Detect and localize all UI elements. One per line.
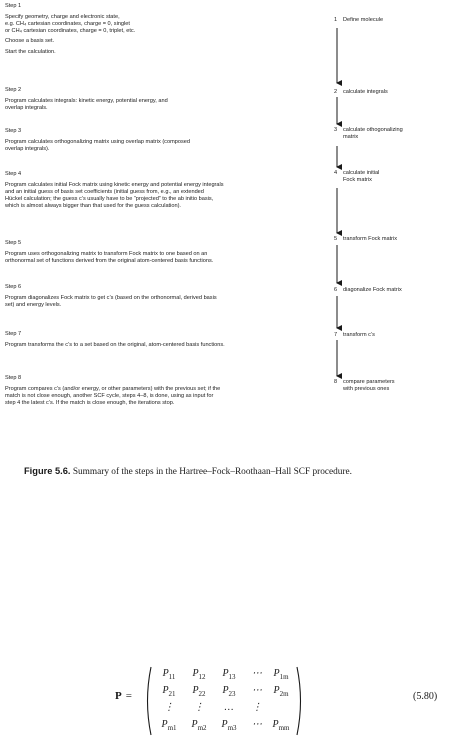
equation-5-80	[115, 662, 454, 744]
step-text: Hückel calculation; the guess c’s usually have to be “projected” to the ab initio basis,	[5, 196, 214, 203]
summary-number: 2	[334, 89, 338, 95]
summary-number: 6	[334, 287, 338, 293]
matrix-entry: ⋯	[252, 719, 262, 730]
matrix-entry: ⋮	[164, 702, 174, 713]
summary-label: transform Fock matrix	[343, 236, 398, 242]
step-title: Step 6	[5, 284, 22, 290]
matrix-entry: $P_{m2}$	[191, 719, 207, 732]
matrix-entry: $P_{22}$	[192, 685, 206, 698]
summary-number: 3	[334, 127, 338, 133]
step-title: Step 8	[5, 375, 22, 381]
left-parenthesis	[144, 666, 152, 736]
step-text: Program uses orthogonalizing matrix to transform Fock matrix to one based on an	[5, 250, 208, 257]
step-4	[5, 171, 335, 211]
summary-number: 5	[334, 236, 338, 242]
summary-item-3	[334, 127, 452, 140]
matrix-entry: ⋮	[252, 702, 262, 713]
flow-arrows	[334, 0, 452, 420]
step-5	[5, 240, 335, 265]
matrix-entry: $P_{m1}$	[161, 719, 177, 732]
step-text: Choose a basis set.	[5, 38, 55, 45]
matrix-entry: $P_{mm}$	[272, 719, 290, 732]
summary-item-7	[334, 332, 452, 339]
step-1	[5, 3, 335, 56]
step-title: Step 4	[5, 171, 22, 177]
summary-label: calculate othogonalizing	[343, 127, 403, 133]
figure-caption-text: Summary of the steps in the Hartree–Fock–Roothaan–Hall SCF procedure.	[72, 467, 352, 477]
summary-label: calculate integrals	[343, 89, 388, 95]
summary-label: with previous ones	[343, 385, 390, 392]
step-text: match is not close enough, another SCF cycle, steps 4–8, is done, using as input for	[5, 392, 214, 399]
step-text: overlap integrals.	[5, 104, 48, 111]
step-text: and an initial guess of basis set coefficients (initial guess from, e.g., an extended	[5, 188, 204, 195]
step-text: Start the calculation.	[5, 48, 56, 55]
summary-item-6	[334, 287, 452, 294]
summary-item-5	[334, 236, 452, 243]
summary-number: 8	[334, 379, 338, 385]
step-title: Step 7	[5, 331, 22, 337]
density-matrix	[144, 666, 304, 736]
step-2	[5, 87, 335, 112]
summary-label: matrix	[343, 133, 359, 140]
step-text: Program transforms the c’s to a set based on the original, atom-centered basis functions.	[5, 341, 225, 348]
summary-item-8	[334, 379, 452, 392]
summary-number: 1	[334, 17, 338, 23]
matrix-entry: …	[224, 702, 234, 713]
matrix-entry: $P_{2m}$	[273, 685, 289, 698]
step-text: or CH₄ cartesian coordinates, charge = 0, triplet, etc.	[5, 28, 136, 35]
step-title: Step 2	[5, 87, 22, 93]
figure-caption	[24, 466, 454, 477]
step-text: step 4 the latest c’s. If the match is close enough, the iterations stop.	[5, 400, 175, 407]
step-text: orthonormal set of functions derived from the original atom-centered basis functions.	[5, 257, 214, 264]
matrix-entry: $P_{m3}$	[221, 719, 237, 732]
step-title: Step 3	[5, 128, 22, 134]
summary-label: Fock matrix	[343, 176, 372, 183]
step-text: overlap integrals).	[5, 145, 50, 152]
equals-sign: =	[125, 690, 132, 702]
summary-label: Define molecule	[343, 17, 384, 23]
matrix-entry: $P_{1m}$	[273, 668, 289, 681]
step-8	[5, 375, 335, 407]
figure-label: Figure 5.6.	[24, 466, 71, 476]
matrix-entry: ⋮	[194, 702, 204, 713]
step-text: Program calculates orthogonalizing matrix using overlap matrix (composed	[5, 138, 190, 145]
step-title: Step 1	[5, 3, 22, 9]
step-title: Step 5	[5, 240, 22, 246]
step-text: e.g. CH₄ cartesian coordinates, charge = 0, singlet	[5, 20, 130, 27]
step-7	[5, 331, 335, 349]
summary-item-4	[334, 170, 452, 183]
step-text: Program calculates initial Fock matrix using kinetic energy and potential energy integrals	[5, 181, 224, 188]
step-text: which is almost always bigger than that used for the guess calculation).	[5, 203, 181, 210]
matrix-entry: $P_{13}$	[222, 668, 236, 681]
step-text: Specify geometry, charge and electronic state,	[5, 13, 120, 20]
matrix-entry: $P_{21}$	[162, 685, 176, 698]
summary-label: transform c’s	[343, 332, 375, 338]
matrix-entry: ⋯	[252, 685, 262, 696]
summary-label: diagonalize Fock matrix	[343, 287, 402, 293]
matrix-entry: $P_{12}$	[192, 668, 206, 681]
equation-lhs-symbol: P	[115, 690, 122, 702]
summary-label: compare parameters	[343, 379, 395, 385]
summary-number: 7	[334, 332, 338, 338]
matrix-entry: ⋯	[252, 668, 262, 679]
summary-number: 4	[334, 170, 338, 176]
step-text: set) and energy levels.	[5, 301, 62, 308]
step-6	[5, 284, 335, 309]
step-3	[5, 128, 335, 153]
step-text: Program compares c’s (and/or energy, or other parameters) with the previous set; if the	[5, 385, 221, 392]
summary-item-2	[334, 89, 452, 96]
matrix-entry: $P_{11}$	[162, 668, 176, 681]
step-text: Program calculates integrals: kinetic energy, potential energy, and	[5, 97, 168, 104]
step-text: Program diagonalizes Fock matrix to get c’s (based on the orthonormal, derived basis	[5, 294, 217, 301]
matrix-entry: $P_{23}$	[222, 685, 236, 698]
equation-lhs	[115, 690, 132, 702]
summary-label: calculate initial	[343, 170, 380, 176]
summary-item-1	[334, 17, 452, 24]
equation-number: (5.80)	[413, 691, 438, 702]
